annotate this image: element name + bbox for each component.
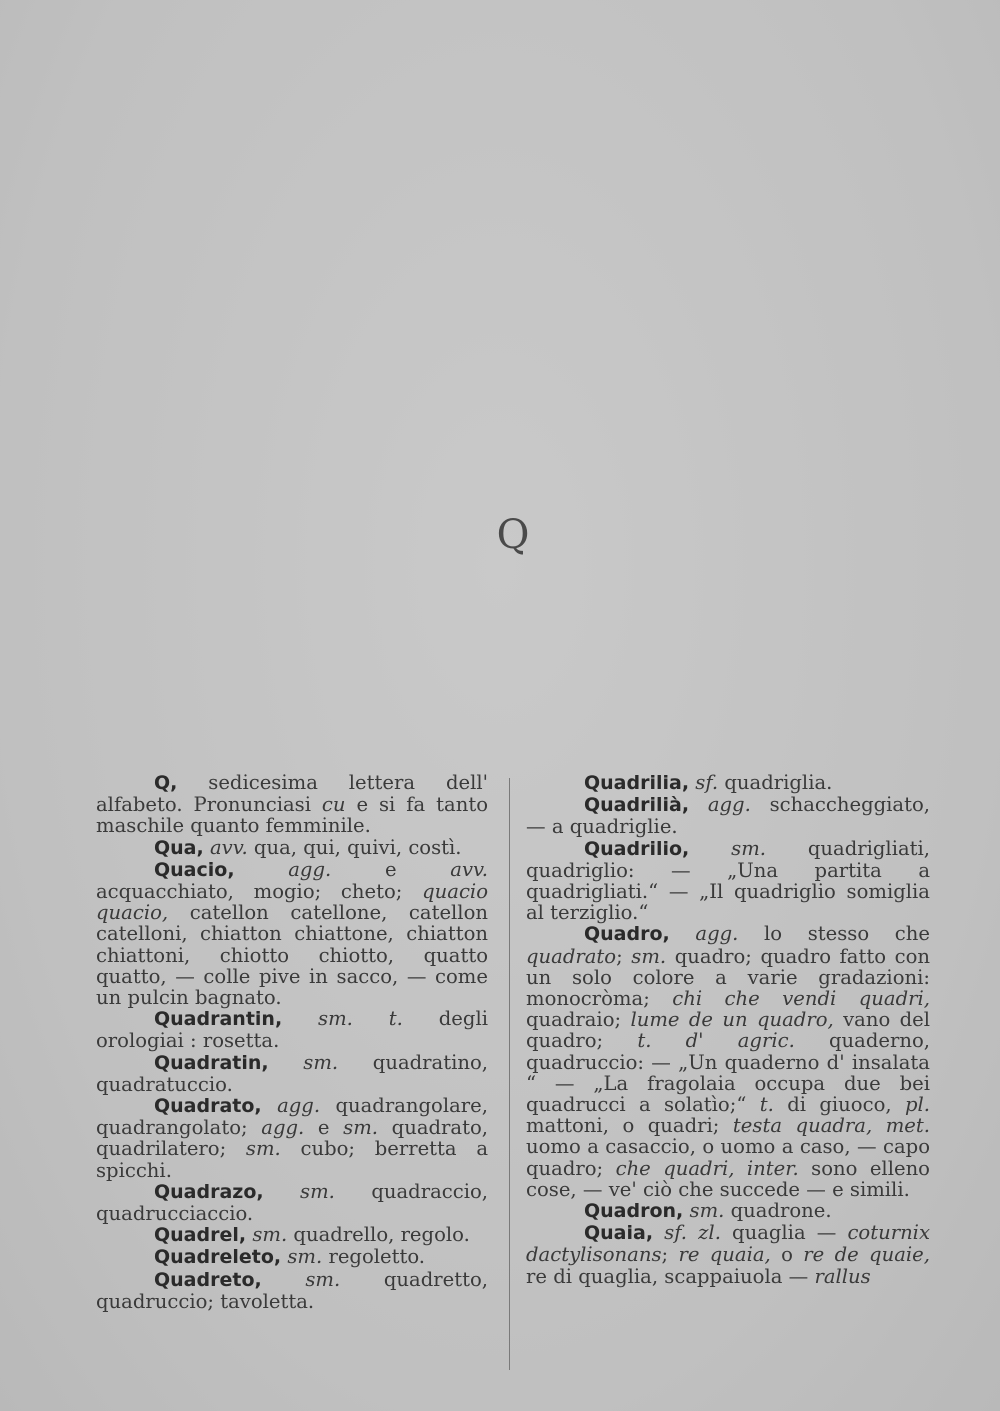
entry-text: schaccheggiato, — a quadriglie.: [526, 793, 931, 839]
entry-headword: Qua,: [154, 836, 204, 859]
entry-headword: Quadrato,: [154, 1095, 262, 1118]
entry-text: di giuoco,: [773, 1093, 905, 1117]
dictionary-entry: [96, 1095, 488, 1181]
dictionary-entry: [96, 1008, 488, 1051]
dictionary-entry: [96, 1224, 488, 1246]
entry-text: ;: [661, 1243, 679, 1267]
entry-text: uomo a casaccio, o uomo a caso, — capo quadro;: [526, 1135, 930, 1180]
entry-headword: Quadrilià,: [584, 794, 690, 817]
entry-text: [264, 1180, 300, 1203]
entry-text: [670, 922, 696, 945]
dictionary-entry: [96, 837, 488, 859]
entry-italic-text: sm.: [303, 1050, 339, 1074]
entry-italic-text: re de quaie,: [803, 1243, 930, 1267]
entry-italic-text: quadrato: [526, 944, 617, 968]
dictionary-entry: [526, 838, 930, 924]
entry-italic-text: avv.: [450, 857, 488, 881]
dictionary-entry: [96, 1052, 488, 1095]
entry-text: [269, 1051, 304, 1074]
entry-text: catellon catellone, catellon catelloni, chiatton chiattone, chiatton chiattoni, chiotto chiotto, quatto quatto, — colle pive in sacco, — come un pulcin bagnato.: [96, 901, 488, 1010]
entry-headword: Quadrantin,: [154, 1008, 283, 1031]
entry-text: lo stesso che: [738, 922, 930, 946]
column-divider: [509, 778, 510, 1370]
entry-text: sedicesima lettera dell' alfabeto. Pronunciasi: [96, 771, 488, 817]
entry-italic-text: sm.: [689, 1199, 725, 1223]
entry-italic-text: testa quadra, met.: [732, 1114, 930, 1138]
entry-italic-text: sm.: [300, 1179, 335, 1203]
entry-italic-text: avv.: [209, 835, 248, 859]
entry-italic-text: t. d' agric.: [637, 1029, 795, 1053]
left-column: [96, 772, 488, 1312]
entry-headword: Quadreleto,: [154, 1246, 282, 1269]
entry-italic-text: sm.: [245, 1137, 281, 1161]
entry-text: quadro; quadro fatto con un solo colore a varie gradazioni: monocròma;: [526, 944, 930, 1011]
entry-text: [262, 1094, 277, 1117]
entry-italic-text: sm.: [252, 1223, 288, 1247]
entry-italic-text: agg.: [288, 857, 332, 881]
entry-italic-text: sm.: [305, 1267, 341, 1291]
entry-headword: Quacio,: [154, 858, 235, 881]
entry-italic-text: sf.: [695, 771, 719, 794]
entry-italic-text: agg.: [707, 793, 751, 817]
entry-text: [653, 1221, 664, 1244]
entry-text: ;: [616, 944, 632, 968]
entry-text: [689, 793, 708, 816]
entry-italic-text: re quaia,: [678, 1243, 771, 1267]
entry-italic-text: rallus: [814, 1264, 871, 1288]
entry-text: quadraccio, quadrucciaccio.: [96, 1179, 489, 1226]
entry-text: [262, 1268, 306, 1291]
entry-headword: Quadratin,: [154, 1051, 269, 1074]
entry-text: [282, 1007, 318, 1030]
entry-text: quadrangolare, quadrangolato;: [96, 1094, 488, 1140]
dictionary-entry: [96, 1181, 488, 1224]
entry-headword: Quaia,: [584, 1222, 654, 1245]
entry-headword: Quadro,: [584, 923, 670, 946]
dictionary-entry: [96, 1269, 488, 1312]
entry-text: quadratino, quadratuccio.: [96, 1050, 489, 1096]
entry-italic-text: agg.: [277, 1094, 321, 1118]
dictionary-entry: [526, 1200, 930, 1222]
entry-italic-text: t.: [759, 1093, 774, 1117]
entry-italic-text: sm.: [631, 944, 667, 968]
entry-italic-text: agg.: [695, 922, 739, 946]
section-letter: Q: [496, 512, 530, 558]
entry-text: qua, qui, quivi, costì.: [247, 835, 462, 859]
entry-text: quadrello, regolo.: [287, 1223, 470, 1247]
entry-italic-text: lume de un quadro,: [630, 1008, 834, 1032]
entry-text: acquacchiato, mogio; cheto;: [96, 880, 423, 904]
entry-text: quadraio;: [526, 1008, 631, 1032]
dictionary-entry: [96, 772, 488, 837]
entry-text: quaderno, quadruccio: — „Un quaderno d' insalata “ — „La fragolaia occupa due bei quadrucci a solatìo;“: [526, 1029, 930, 1117]
entry-text: o: [770, 1243, 804, 1267]
entry-headword: Quadrilia,: [584, 772, 690, 794]
right-column: [526, 772, 930, 1287]
entry-headword: Quadron,: [584, 1200, 684, 1223]
entry-text: quadretto, quadruccio; tavoletta.: [96, 1267, 488, 1313]
entry-text: quaglia —: [720, 1221, 848, 1245]
entry-headword: Quadrazo,: [154, 1180, 264, 1203]
entry-italic-text: cu: [321, 793, 346, 817]
entry-italic-text: sm.: [731, 836, 767, 860]
dictionary-entry: [526, 794, 930, 837]
entry-text: quadrigliati, quadriglio: — „Una partita a quadrigliati.“ — „Il quadriglio somiglia al terziglio.“: [526, 836, 931, 925]
entry-text: cubo; berretta a spicchi.: [96, 1137, 488, 1182]
dictionary-entry: [526, 923, 930, 1200]
entry-italic-text: sm.: [343, 1116, 379, 1140]
entry-italic-text: coturnix dactylisonans: [526, 1221, 931, 1267]
entry-text: e: [331, 857, 451, 881]
entry-text: quadrone.: [724, 1199, 832, 1223]
entry-italic-text: che quadri, inter.: [615, 1156, 799, 1180]
entry-italic-text: pl.: [904, 1093, 930, 1117]
entry-headword: Quadrilio,: [584, 837, 690, 860]
entry-italic-text: quacio quacio,: [96, 880, 488, 925]
entry-text: regoletto.: [322, 1245, 426, 1269]
entry-text: quadriglia.: [718, 771, 833, 794]
entry-italic-text: sm. t.: [318, 1007, 403, 1031]
entry-italic-text: sf. zl.: [664, 1221, 721, 1245]
entry-text: re di quaglia, scappaiuola —: [526, 1264, 815, 1288]
entry-text: [235, 858, 289, 881]
entry-italic-text: sm.: [287, 1245, 323, 1269]
entry-headword: Quadreto,: [154, 1268, 262, 1291]
entry-text: sono elleno cose, — ve' ciò che succede — e simili.: [526, 1156, 930, 1201]
entry-text: [689, 837, 731, 860]
entry-text: mattoni, o quadri;: [526, 1114, 733, 1138]
dictionary-entry: [526, 1222, 930, 1287]
entry-text: degli orologiai : rosetta.: [96, 1007, 488, 1053]
entry-italic-text: chi che vendi quadri,: [672, 987, 930, 1011]
dictionary-entry: [526, 772, 930, 794]
entry-text: vano del quadro;: [526, 1008, 931, 1053]
entry-text: e si fa tanto maschile quanto femminile.: [96, 793, 488, 838]
entry-italic-text: agg.: [261, 1116, 305, 1140]
entry-text: e: [304, 1116, 344, 1140]
entry-text: quadrato, quadrilatero;: [96, 1116, 489, 1161]
entry-headword: Q,: [154, 772, 178, 794]
dictionary-entry: [96, 859, 488, 1008]
dictionary-entry: [96, 1246, 488, 1268]
entry-headword: Quadrel,: [154, 1224, 247, 1247]
